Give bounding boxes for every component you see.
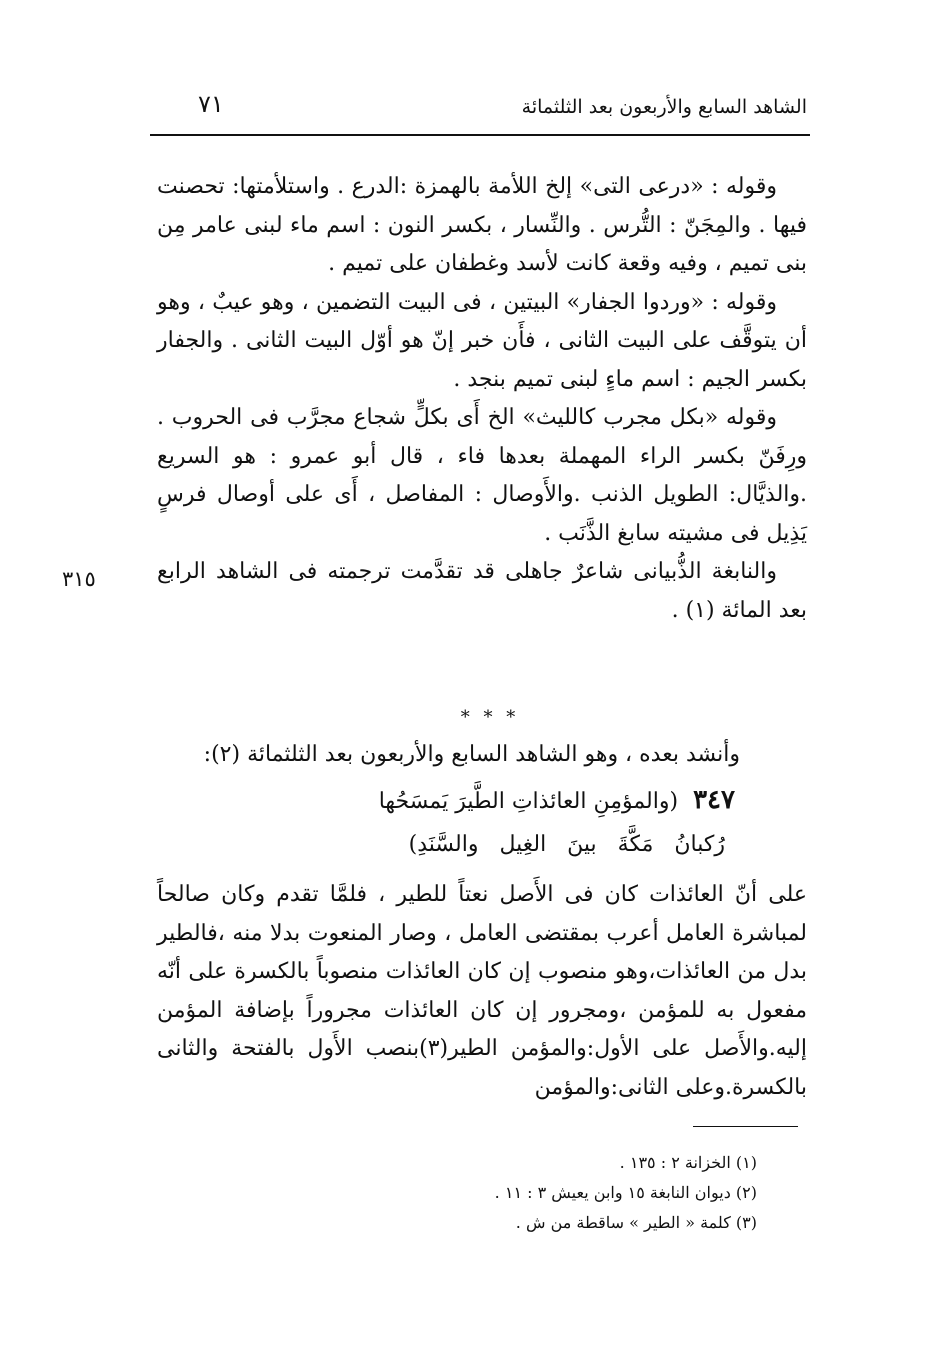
verse-introduction: وأنشد بعده ، وهو الشاهد السابع والأربعون بعد الثلثمائة (٢): — [203, 742, 740, 767]
footnote: (٢) ديوان النابغة ١٥ وابن يعيش ٣ : ١١ . — [494, 1183, 757, 1202]
paragraph: وقوله «بكل مجرب كالليث» الخ أَى بكلٍّ شجاع مجرَّب فى الحروب . ورِفَنّ بكسر الراء المهملة بعدها فاء ، قال أبو عمرو : هو السريع .والذيَّال: الطويل الذنب .والأَوصال : المفاصل ، أَى على أوصال فرسٍ يَذِيل فى مشيته سابغ الذَّنَب . — [157, 405, 807, 546]
verse-first-hemistich: (والمؤمِنِ العائذاتِ الطَّيرَ يَمسَحُها — [378, 789, 679, 814]
section-separator: * * * — [460, 707, 520, 728]
footnotes — [495, 1148, 757, 1238]
verse-line-1 — [379, 785, 735, 815]
footnote: (١) الخزانة ٢ : ١٣٥ . — [619, 1153, 757, 1172]
verse-second-hemistich: رُكبانُ مَكَّةَ بينَ الغِيل والسَّنَدِ) — [408, 832, 725, 857]
footnote: (٣) كلمة « الطير » ساقطة من ش . — [515, 1213, 757, 1232]
paragraph: وقوله : «وردوا الجفار» البيتين ، فى البيت التضمين ، وهو عيبٌ ، وهو أن يتوقَّف على البيت الثانى ، فأَن خبر إنّ هو أوّل البيت الثانى . والجفار بكسر الجيم : اسم ماءٍ لبنى تميم بنجد . — [157, 289, 807, 392]
footnote-divider — [693, 1126, 798, 1127]
commentary-block-1 — [157, 168, 807, 630]
paragraph: على أنّ العائذات كان فى الأَصل نعتاً للطير ، فلمَّا تقدم وكان صالحاً لمباشرة العامل أعرب بمقتضى العامل ، وصار المنعوت بدلا منه ،فالطير بدل من العائذات،وهو منصوب إن كان العائذات منصوباً بالكسرة على أنّه مفعول به للمؤمن ،ومجرور إن كان العائذات مجروراً بإضافة المؤمن إليه.والأَصل على الأول:والمؤمن الطير(٣)بنصب الأَول بالفتحة والثانى بالكسرة.وعلى الثانى:والمؤمن — [157, 882, 807, 1100]
header-divider — [150, 134, 810, 136]
running-header-title: الشاهد السابع والأربعون بعد الثلثمائة — [521, 96, 807, 118]
margin-reference-number: ٣١٥ — [62, 567, 96, 591]
paragraph: والنابغة الذُّبيانى شاعرٌ جاهلى قد تقدَّمت ترجمته فى الشاهد الرابع بعد المائة (١) . — [157, 559, 807, 623]
verse-number: ٣٤٧ — [693, 785, 735, 815]
paragraph: وقوله : «درعى التى» إلخ اللأمة بالهمزة :الدرع . واستلأمتها: تحصنت فيها . والمِجَنّ : التُّرس . والنِّسار ، بكسر النون : اسم ماء لبنى عامر مِن بنى تميم ، وفيه وقعة كانت لأسد وغطفان على تميم . — [157, 174, 807, 276]
commentary-block-2 — [157, 876, 807, 1107]
page-number: ٧١ — [198, 90, 224, 118]
